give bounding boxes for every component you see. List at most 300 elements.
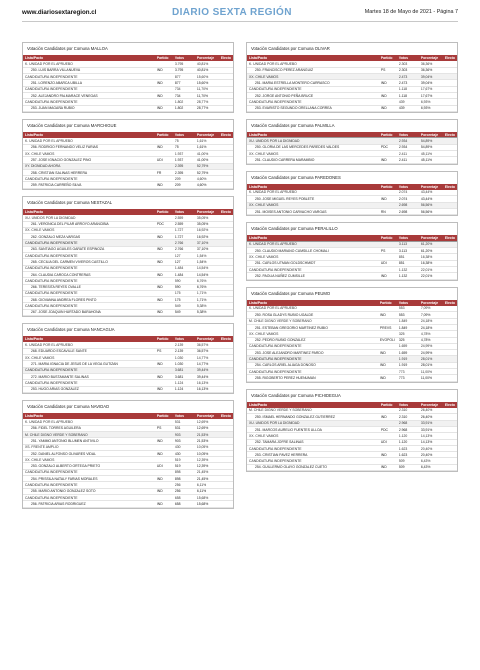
- row-label: CANDIDATURA INDEPENDIENTE: [23, 86, 155, 92]
- row-percentage: 37,10%: [195, 246, 219, 252]
- row-party: IND: [379, 273, 397, 279]
- row-votes: 2.411: [397, 157, 419, 163]
- row-percentage: 14,13%: [419, 433, 443, 439]
- row-label: 250. ISMAEL HERNANDO GONZALEZ GUTIERREZ: [247, 414, 379, 420]
- row-label: M. CHILE DIGNO VERDE Y SOBERANO: [247, 408, 379, 414]
- row-label: XX. CHILE VAMOS: [247, 202, 379, 208]
- row-votes: 2.310: [397, 408, 419, 414]
- row-label: 251. CLAUDIO CARRERA MARAMBIO: [247, 157, 379, 163]
- row-label: CANDIDATURA INDEPENDIENTE: [23, 278, 155, 284]
- header-party: Partido: [379, 132, 397, 138]
- row-percentage: 11,00%: [419, 375, 443, 381]
- row-label: 251. MARIA ESTRELLA MONTERO CARRASCO: [247, 80, 379, 86]
- row-party: PDC: [379, 144, 397, 150]
- row-votes: 2.074: [397, 190, 419, 196]
- row-votes: 519: [173, 457, 195, 463]
- header-list: Lista/Pacto: [23, 209, 155, 215]
- row-votes: 549: [173, 303, 195, 309]
- header-pct: Porcentaje: [419, 235, 443, 241]
- row-percentage: 16,13%: [195, 380, 219, 386]
- row-elected: [219, 501, 233, 507]
- row-percentage: 16,13%: [195, 386, 219, 392]
- row-votes: 1.802: [173, 105, 195, 111]
- header-list: Lista/Pacto: [23, 55, 155, 61]
- header-list: Lista/Pacto: [247, 235, 379, 241]
- left-column: [22, 42, 234, 515]
- row-party: IND: [155, 501, 173, 507]
- results-table: [23, 209, 233, 316]
- site-url: www.diariosextaregion.cl: [22, 9, 97, 16]
- row-percentage: 37,10%: [195, 240, 219, 246]
- row-votes: 1.802: [173, 99, 195, 105]
- row-percentage: 36,36%: [419, 61, 443, 67]
- row-party: UDI: [379, 260, 397, 266]
- row-votes: 658: [173, 501, 195, 507]
- header-pct: Porcentaje: [195, 209, 219, 215]
- row-label: CANDIDATURA INDEPENDIENTE: [247, 369, 378, 375]
- row-label: M. CHILE DIGNO VERDE Y SOBERANO: [23, 431, 155, 437]
- row-percentage: 17,67%: [419, 92, 443, 98]
- row-label: 251. CARLOS UTMAN GOLDSCHMIDT: [247, 260, 379, 266]
- row-percentage: 6,76%: [195, 278, 219, 284]
- row-votes: 1.937: [173, 150, 195, 156]
- row-votes: 439: [397, 99, 419, 105]
- results-table-body: [247, 61, 457, 111]
- row-percentage: 6,43%: [419, 464, 443, 470]
- row-elected: [443, 464, 457, 470]
- row-votes: 549: [173, 309, 195, 315]
- row-votes: 1.120: [397, 439, 419, 445]
- row-percentage: 7,09%: [419, 306, 443, 312]
- page-date: Martes 18 de Mayo de 2021 - Página 7: [364, 9, 458, 15]
- header-list: Lista/Pacto: [247, 132, 379, 138]
- results-box: [22, 119, 234, 190]
- row-votes: 734: [173, 86, 195, 92]
- row-label: K. UNIDAD POR EL APRUEBO: [23, 342, 155, 348]
- row-percentage: 11,70%: [195, 92, 219, 98]
- row-votes: 2.303: [397, 67, 419, 73]
- row-party: PREVS: [378, 324, 397, 330]
- row-party: PS: [379, 67, 397, 73]
- row-party: IND: [155, 105, 173, 111]
- row-party: IND: [155, 297, 173, 303]
- row-votes: 1.484: [173, 271, 195, 277]
- row-votes: 851: [397, 260, 419, 266]
- header-party: Partido: [155, 55, 173, 61]
- row-percentage: 12,39%: [195, 457, 219, 463]
- row-label: 250. CLAUDIO MARIANO CUMSILLE CHOMALI: [247, 248, 379, 254]
- right-column: [246, 42, 458, 478]
- row-votes: 75: [173, 138, 195, 144]
- row-label: CANDIDATURA INDEPENDIENTE: [23, 240, 155, 246]
- row-party: IND: [155, 476, 173, 482]
- header-elect: Electo: [220, 413, 231, 418]
- row-party: IND: [155, 144, 173, 150]
- header-pct: Porcentaje: [195, 55, 219, 61]
- row-votes: 175: [173, 290, 195, 296]
- row-label: CANDIDATURA INDEPENDIENTE: [23, 99, 155, 105]
- candidate-row: [23, 309, 233, 315]
- row-votes: 2.934: [397, 138, 419, 144]
- row-party: IND: [379, 414, 397, 420]
- header-votes: Votos: [397, 402, 419, 408]
- row-percentage: 45,11%: [419, 157, 443, 163]
- header-elect: Electo: [220, 56, 231, 60]
- header-party: Partido: [155, 413, 173, 419]
- row-party: RN: [379, 208, 397, 214]
- row-votes: 430: [173, 444, 195, 450]
- row-party: PS: [379, 248, 397, 254]
- row-percentage: 15,60%: [195, 74, 219, 80]
- row-votes: 877: [173, 74, 195, 80]
- results-box-title: Votación Candidatos por Comuna PICHIDEGUA: [251, 392, 341, 398]
- header-list: Lista/Pacto: [247, 184, 379, 190]
- row-votes: 1.030: [173, 361, 195, 367]
- row-percentage: 14,54%: [195, 271, 219, 277]
- results-box: [246, 42, 458, 113]
- row-label: 253. JUAN MAGAÑA RUBIO: [23, 105, 155, 111]
- row-label: K. UNIDAD POR EL APRUEBO: [247, 190, 379, 196]
- row-votes: 1.120: [397, 433, 419, 439]
- candidate-row: [247, 464, 457, 470]
- header-party: Partido: [379, 402, 397, 408]
- row-votes: 256: [173, 482, 195, 488]
- row-label: CANDIDATURA INDEPENDIENTE: [247, 445, 379, 451]
- row-votes: 209: [173, 176, 195, 182]
- row-label: 253. CRISTIAN PAVEZ HERRERA: [247, 452, 379, 458]
- row-percentage: 1,54%: [195, 259, 219, 265]
- row-votes: 898: [173, 476, 195, 482]
- row-percentage: 24,99%: [419, 343, 443, 349]
- row-label: 251. LORENZO ABARCA UBILLA: [23, 80, 155, 86]
- row-label: 254. PRISSILA NATALY FARIAS MORALES: [23, 476, 155, 482]
- row-percentage: 6,43%: [419, 458, 443, 464]
- row-label: CANDIDATURA INDEPENDIENTE: [23, 176, 155, 182]
- header-party: Partido: [155, 209, 173, 215]
- row-votes: 2.074: [397, 196, 419, 202]
- row-votes: 256: [173, 488, 195, 494]
- row-votes: 325: [397, 337, 419, 343]
- row-votes: 1.030: [173, 355, 195, 361]
- row-percentage: 15,68%: [195, 501, 219, 507]
- row-label: 268. EDUARDO ESCAVILLE SANTE: [23, 348, 155, 354]
- header-elect: Electo: [220, 209, 231, 214]
- row-label: CANDIDATURA INDEPENDIENTE: [247, 458, 379, 464]
- row-party: PDC: [379, 426, 397, 432]
- candidate-row: [247, 375, 457, 381]
- row-percentage: 24,18%: [419, 324, 443, 330]
- row-label: CANDIDATURA INDEPENDIENTE: [247, 343, 378, 349]
- row-percentage: 1,71%: [195, 290, 219, 296]
- row-percentage: 28,01%: [419, 356, 443, 362]
- row-label: 250. JOSE MIGUEL REYES POBLETE: [247, 196, 379, 202]
- row-percentage: 4,78%: [419, 337, 443, 343]
- row-percentage: 54,89%: [419, 144, 443, 150]
- row-percentage: 36,57%: [195, 342, 219, 348]
- row-percentage: 28,77%: [195, 99, 219, 105]
- row-percentage: 1,61%: [195, 144, 219, 150]
- row-votes: 430: [173, 450, 195, 456]
- row-votes: 325: [397, 331, 419, 337]
- header-elect: Electo: [444, 132, 455, 137]
- page-header: [22, 8, 458, 22]
- row-label: 252. PAOLIA NUÑEZ CUMSILLE: [247, 273, 379, 279]
- row-elected: [219, 386, 233, 392]
- results-table-body: [23, 61, 233, 111]
- row-percentage: 17,67%: [419, 86, 443, 92]
- row-votes: 519: [173, 463, 195, 469]
- row-label: CANDIDATURA INDEPENDIENTE: [23, 482, 155, 488]
- row-label: XX. CHILE VAMOS: [247, 74, 379, 80]
- row-label: XX. CHILE VAMOS: [23, 457, 155, 463]
- row-votes: 1.132: [397, 273, 419, 279]
- row-votes: 531: [173, 419, 195, 425]
- row-percentage: 54,89%: [419, 138, 443, 144]
- row-label: CANDIDATURA INDEPENDIENTE: [23, 265, 155, 271]
- row-votes: 1.849: [397, 318, 419, 324]
- row-percentage: 45,11%: [419, 150, 443, 156]
- row-votes: 127: [173, 259, 195, 265]
- row-label: 253. EVARISTO SEGUNDO ORELLANA CORREA: [247, 105, 379, 111]
- results-box-title: Votación Candidatos por Comuna NAVIDAD: [27, 403, 110, 409]
- row-percentage: 33,91%: [419, 420, 443, 426]
- row-votes: 903: [173, 438, 195, 444]
- candidate-row: [23, 386, 233, 392]
- row-votes: 2.139: [173, 348, 195, 354]
- row-percentage: 28,01%: [419, 362, 443, 368]
- row-percentage: 14,77%: [195, 355, 219, 361]
- row-percentage: 16,38%: [419, 260, 443, 266]
- row-label: 258. CRISTIAN SALINAS HERRERA: [23, 169, 155, 175]
- row-percentage: 22,01%: [419, 273, 443, 279]
- results-table: [247, 300, 457, 382]
- row-percentage: 1,54%: [195, 253, 219, 259]
- header-pct: Porcentaje: [195, 132, 219, 138]
- row-label: XX. CHILE VAMOS: [247, 150, 379, 156]
- masthead: DIARIO SEXTA REGIÓN: [172, 7, 292, 18]
- header-votes: Votos: [397, 184, 419, 190]
- row-votes: 2.395: [173, 169, 195, 175]
- row-party: EVOPOLI: [379, 338, 395, 343]
- row-percentage: 40,81%: [195, 67, 219, 73]
- row-percentage: 5,38%: [195, 309, 219, 315]
- row-votes: 3.795: [173, 61, 195, 67]
- row-votes: 1.124: [173, 380, 195, 386]
- row-party: IND: [155, 450, 173, 456]
- row-percentage: 4,60%: [195, 182, 219, 188]
- row-party: FR: [155, 169, 173, 175]
- results-box-title: Votación Candidatos por Comuna NESTAZAL: [27, 199, 113, 205]
- row-votes: 2.473: [397, 74, 419, 80]
- results-table-body: [23, 138, 233, 188]
- row-votes: 851: [397, 254, 419, 260]
- results-box: [22, 323, 234, 394]
- results-table-body: [247, 138, 457, 163]
- row-label: XX. CHILE VAMOS: [247, 433, 379, 439]
- header-party: Partido: [379, 235, 397, 241]
- row-label: 271. MARIA IGNACIA DE JESUS DE LA VEGA GUTIZAN: [23, 361, 155, 367]
- header-elect: Electo: [444, 56, 455, 60]
- row-votes: 590: [173, 284, 195, 290]
- row-label: 264. CLAUDIA CAROCA CONTRERAS: [23, 271, 155, 277]
- header-party: Partido: [379, 184, 397, 190]
- row-label: XU. UNIDOS POR LA DIGNIDAD: [247, 420, 379, 426]
- candidate-row: [23, 105, 233, 111]
- results-table: [247, 55, 457, 112]
- row-percentage: 52,79%: [195, 169, 219, 175]
- row-percentage: 14,77%: [195, 361, 219, 367]
- row-votes: 127: [173, 253, 195, 259]
- results-table-body: [23, 419, 233, 507]
- header-elect: Electo: [220, 337, 231, 341]
- row-votes: 2.310: [397, 414, 419, 420]
- row-votes: 2.934: [397, 144, 419, 150]
- row-votes: 553: [397, 312, 419, 318]
- row-label: CANDIDATURA INDEPENDIENTE: [23, 469, 155, 475]
- row-votes: 2.766: [173, 240, 195, 246]
- row-percentage: 39,04%: [419, 80, 443, 86]
- row-percentage: 11,70%: [195, 86, 219, 92]
- row-elected: [443, 157, 457, 163]
- row-votes: 3.681: [173, 373, 195, 379]
- row-percentage: 40,81%: [195, 61, 219, 67]
- row-party: IND: [379, 452, 397, 458]
- row-label: 250. ROSA GLADYS RUBIO UGALDE: [247, 312, 378, 318]
- row-label: K. UNIDAD POR EL APRUEBO: [247, 241, 379, 247]
- row-percentage: 4,78%: [419, 331, 443, 337]
- results-box-title: Votación Candidatos por Comuna PEUMO: [251, 290, 331, 296]
- row-votes: 1.659: [397, 343, 419, 349]
- row-votes: 2.303: [397, 61, 419, 67]
- row-votes: 3.113: [397, 241, 419, 247]
- header-pct: Porcentaje: [419, 402, 443, 408]
- row-votes: 1.118: [397, 92, 419, 98]
- row-party: PDC: [155, 221, 173, 227]
- row-label: 272. MARIO BUSTAMANTE SALINAS: [23, 373, 155, 379]
- row-party: UDI: [155, 463, 173, 469]
- row-label: XX. CHILE VAMOS: [23, 227, 155, 233]
- row-percentage: 52,79%: [195, 163, 219, 169]
- row-party: IND: [155, 309, 173, 315]
- row-votes: 2.473: [397, 80, 419, 86]
- row-label: K. UNIDAD POR EL APRUEBO: [23, 61, 155, 67]
- row-label: K. UNIDAD POR EL APRUEBO: [23, 419, 155, 425]
- row-elected: [443, 273, 457, 279]
- row-percentage: 20,40%: [419, 445, 443, 451]
- row-votes: 2.411: [397, 150, 419, 156]
- candidate-row: [23, 182, 233, 188]
- row-label: 266. TERESITA REYES OVALLE: [23, 284, 155, 290]
- row-party: IND: [155, 438, 173, 444]
- row-percentage: 21,45%: [195, 476, 219, 482]
- results-table: [23, 336, 233, 393]
- row-label: CANDIDATURA INDEPENDIENTE: [23, 494, 155, 500]
- row-percentage: 41,00%: [195, 157, 219, 163]
- row-percentage: 61,20%: [419, 241, 443, 247]
- row-label: CANDIDATURA INDEPENDIENTE: [23, 253, 155, 259]
- row-label: 252. PEDRO RUBIO GONZALEZ: [247, 337, 378, 343]
- row-percentage: 36,36%: [419, 67, 443, 73]
- header-list: Lista/Pacto: [23, 413, 155, 419]
- row-party: IND: [155, 361, 173, 367]
- row-label: 252. DANIEL ALFONSO OLIVARES VIDAL: [23, 450, 155, 456]
- row-label: 256. FIDEL TORRES AGUILERA: [23, 425, 155, 431]
- row-label: XX. CHILE VAMOS: [23, 150, 155, 156]
- row-label: XY. DIGNIDAD AHORA: [23, 163, 155, 169]
- row-percentage: 61,20%: [419, 248, 443, 254]
- header-list: Lista/Pacto: [247, 55, 379, 61]
- row-label: 267. JOSE JOAQUIN HURTADO BARAHONA: [23, 309, 155, 315]
- results-table: [23, 413, 233, 508]
- row-votes: 1.849: [397, 324, 419, 330]
- results-box: [22, 42, 234, 113]
- row-votes: 3.113: [397, 248, 419, 254]
- row-label: CANDIDATURA INDEPENDIENTE: [247, 356, 378, 362]
- row-label: CANDIDATURA INDEPENDIENTE: [247, 266, 379, 272]
- results-box-title: Votación Candidatos por Comuna MARCHIGUE: [27, 122, 117, 128]
- header-votes: Votos: [397, 300, 419, 306]
- row-elected: [443, 375, 457, 381]
- row-party: PS: [155, 348, 173, 354]
- row-label: XX. CHILE VAMOS: [247, 254, 379, 260]
- row-percentage: 36,57%: [195, 348, 219, 354]
- results-table: [23, 55, 233, 112]
- row-percentage: 10,05%: [195, 444, 219, 450]
- results-box: [246, 119, 458, 165]
- results-box-title: Votación Candidatos por Comuna PAREDONES: [251, 174, 341, 180]
- row-party: UDI: [379, 439, 397, 445]
- header-party: Partido: [378, 300, 397, 306]
- results-box: [246, 222, 458, 280]
- row-percentage: 43,44%: [419, 190, 443, 196]
- row-percentage: 26,40%: [419, 408, 443, 414]
- row-label: 251. ESTEBAN GREGORIO MARTINEZ RUBIO: [247, 324, 378, 330]
- header-votes: Votos: [397, 132, 419, 138]
- results-table: [247, 235, 457, 279]
- header-pct: Porcentaje: [419, 300, 443, 306]
- row-percentage: 35,05%: [195, 221, 219, 227]
- row-label: CANDIDATURA INDEPENDIENTE: [247, 99, 379, 105]
- row-percentage: 16,38%: [419, 254, 443, 260]
- row-votes: 531: [173, 425, 195, 431]
- row-percentage: 6,76%: [195, 284, 219, 290]
- header-list: Lista/Pacto: [247, 402, 379, 408]
- row-label: CANDIDATURA INDEPENDIENTE: [23, 380, 155, 386]
- row-votes: 75: [173, 144, 195, 150]
- header-votes: Votos: [173, 55, 195, 61]
- row-percentage: 6,11%: [195, 488, 219, 494]
- header-votes: Votos: [173, 413, 195, 419]
- row-elected: [219, 309, 233, 315]
- row-label: 250. FRANCISCO PEREZ ARANGUIZ: [247, 67, 379, 73]
- row-percentage: 6,11%: [195, 482, 219, 488]
- row-label: XX. CHILE VAMOS: [247, 331, 378, 337]
- row-elected: [443, 105, 457, 111]
- row-label: 262. GONZALO MEZA VARGAS: [23, 234, 155, 240]
- results-box-title: Votación Candidatos por Comuna PALMILLA: [251, 122, 335, 128]
- results-box: [22, 400, 234, 509]
- row-percentage: 22,01%: [419, 266, 443, 272]
- results-box-title: Votación Candidatos por Comuna MALLOA: [27, 46, 108, 51]
- row-label: M. CHILE DIGNO VERDE Y SOBERANO: [247, 318, 378, 324]
- row-votes: 1.124: [173, 386, 195, 392]
- header-pct: Porcentaje: [195, 413, 219, 419]
- row-party: IND: [379, 80, 397, 86]
- row-percentage: 56,56%: [419, 208, 443, 214]
- row-label: XU. UNIDOS POR LA DIGNIDAD: [23, 215, 155, 221]
- results-table-body: [23, 215, 233, 316]
- header-pct: Porcentaje: [419, 132, 443, 138]
